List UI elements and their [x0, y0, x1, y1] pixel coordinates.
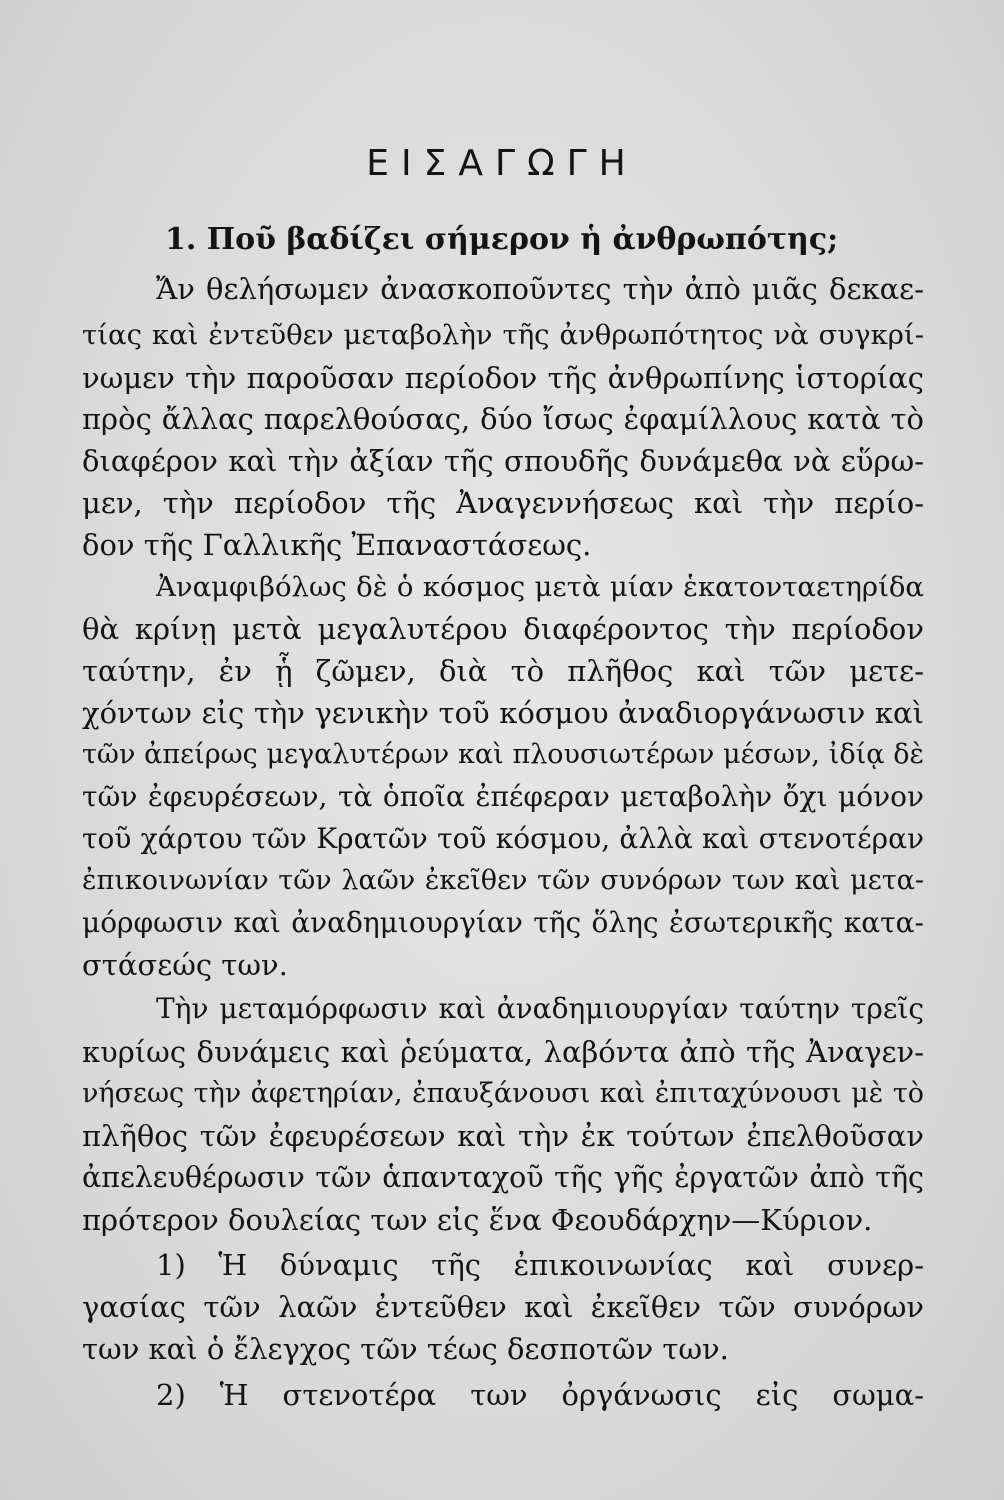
text-line: μεν, τὴν περίοδον τῆς Ἀναγεννήσεως καὶ τὴν περίο-	[82, 486, 924, 520]
text-line: τίας καὶ ἐντεῦθεν μεταβολὴν τῆς ἀνθρωπότητος νὰ συγκρί-	[82, 319, 924, 351]
text-line: γασίας τῶν λαῶν ἐντεῦθεν καὶ ἐκεῖθεν τῶν συνόρων	[82, 1290, 924, 1324]
text-line: μόρφωσιν καὶ ἀναδημιουργίαν τῆς ὅλης ἐσωτερικῆς κατα-	[82, 906, 924, 939]
text-line: τῶν ἀπείρως μεγαλυτέρων καὶ πλουσιωτέρων μέσων, ἰδίᾳ δὲ	[82, 739, 924, 770]
chapter-title: ΕΙΣΑΓΩΓΗ	[366, 143, 638, 184]
text-line: θὰ κρίνῃ μετὰ μεγαλυτέρου διαφέροντος τὴν περίοδον	[82, 612, 924, 646]
text-line: ἀπελευθέρωσιν τῶν ἁπανταχοῦ τῆς γῆς ἐργατῶν ἀπὸ τῆς	[82, 1161, 924, 1194]
text-line: νωμεν τὴν παροῦσαν περίοδον τῆς ἀνθρωπίνης ἱστορίας	[82, 361, 924, 395]
text-line: 1) Ἡ δύναμις τῆς ἐπικοινωνίας καὶ συνερ-	[156, 1248, 924, 1282]
text-line: τῶν ἐφευρέσεων, τὰ ὁποῖα ἐπέφεραν μεταβολὴν ὄχι μόνον	[82, 780, 924, 813]
text-line: ταύτην, ἐν ᾗ ζῶμεν, διὰ τὸ πλῆθος καὶ τῶν μετε-	[82, 654, 924, 688]
text-line: κυρίως δυνάμεις καὶ ῥεύματα, λαβόντα ἀπὸ τῆς Ἀναγεν-	[82, 1035, 924, 1069]
text-line: ἐπικοινωνίαν τῶν λαῶν ἐκεῖθεν τῶν συνόρων των καὶ μετα-	[82, 865, 924, 896]
text-line: χόντων εἰς τὴν γενικὴν τοῦ κόσμου ἀναδιοργάνωσιν καὶ	[82, 696, 924, 730]
text-line: τοῦ χάρτου τῶν Κρατῶν τοῦ κόσμου, ἀλλὰ καὶ στενοτέραν	[82, 822, 924, 855]
text-line: δον τῆς Γαλλικῆς Ἐπαναστάσεως.	[82, 528, 592, 562]
text-line: πρὸς ἄλλας παρελθούσας, δύο ἴσως ἐφαμίλλους κατὰ τὸ	[82, 402, 924, 436]
text-line: πρότερον δουλείας των εἰς ἕνα Φεουδάρχην—Κύριον.	[82, 1203, 873, 1237]
text-line: Ἄν θελήσωμεν ἀνασκοποῦντες τὴν ἀπὸ μιᾶς δεκαε-	[156, 272, 924, 306]
text-line: νήσεως τὴν ἀφετηρίαν, ἐπαυξάνουσι καὶ ἐπιταχύνουσι μὲ τὸ	[82, 1078, 924, 1109]
text-line: Τὴν μεταμόρφωσιν καὶ ἀναδημιουργίαν ταύτην τρεῖς	[156, 992, 924, 1025]
text-line: στάσεώς των.	[82, 948, 288, 982]
text-line: πλῆθος τῶν ἐφευρέσεων καὶ τὴν ἐκ τούτων ἐπελθοῦσαν	[82, 1119, 924, 1153]
text-line: των καὶ ὁ ἔλεγχος τῶν τέως δεσποτῶν των.	[82, 1332, 729, 1366]
text-line: 2) Ἡ στενοτέρα των ὀργάνωσις εἰς σωμα-	[156, 1378, 924, 1412]
text-line: Ἀναμφιβόλως δὲ ὁ κόσμος μετὰ μίαν ἑκατονταετηρίδα	[156, 571, 924, 603]
text-line: διαφέρον καὶ τὴν ἀξίαν τῆς σπουδῆς δυνάμεθα νὰ εὕρω-	[82, 444, 924, 478]
section-heading: 1. Ποῦ βαδίζει σήμερον ἡ ἀνθρωπότης;	[165, 222, 839, 257]
